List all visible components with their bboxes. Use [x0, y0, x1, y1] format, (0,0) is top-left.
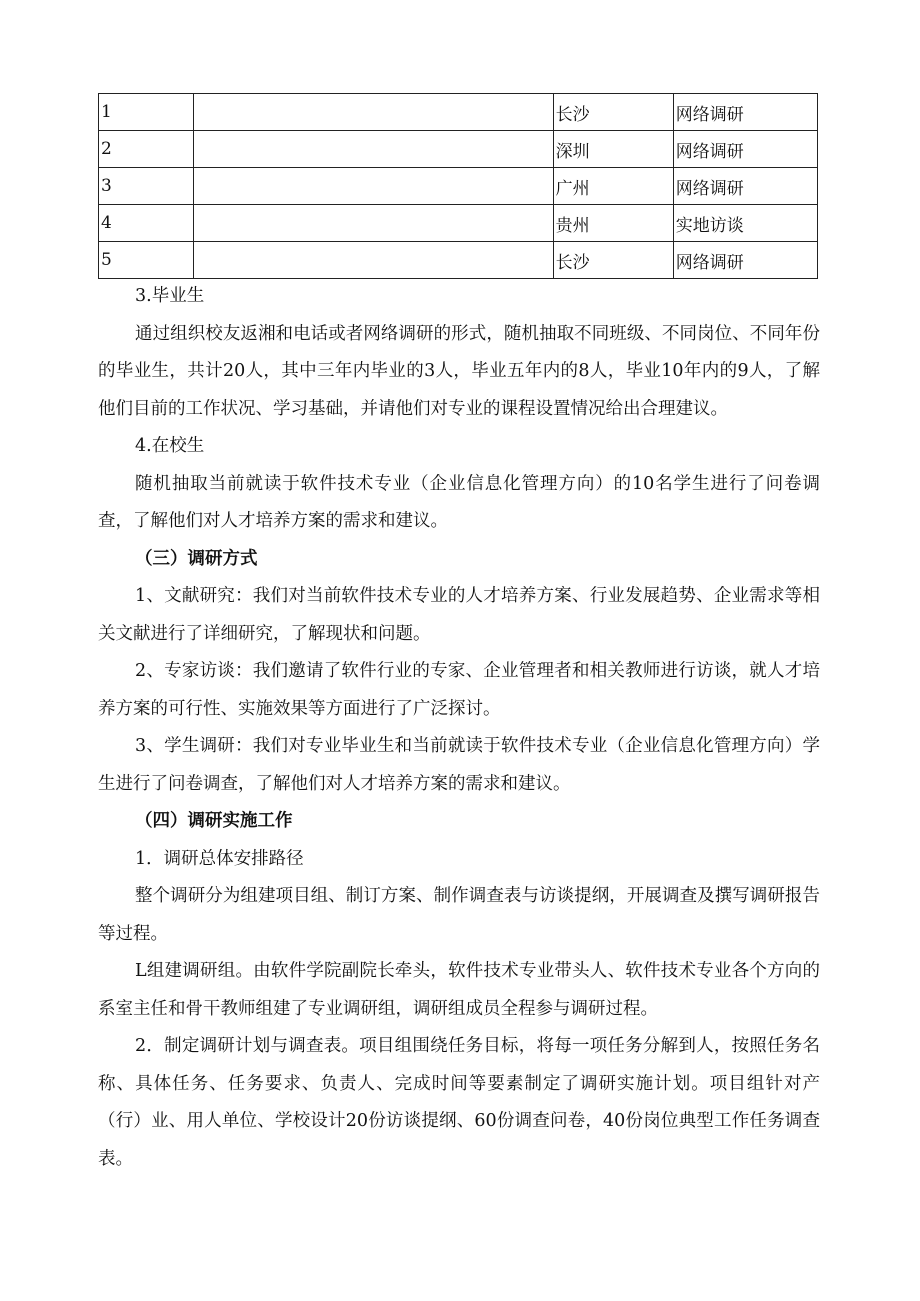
city-cell: 深圳 — [553, 131, 673, 168]
city-cell: 贵州 — [553, 205, 673, 242]
blank-cell — [194, 131, 554, 168]
students-paragraph: 随机抽取当前就读于软件技术专业（企业信息化管理方向）的10名学生进行了问卷调查，了解他们对人才培养方案的需求和建议。 — [98, 473, 820, 531]
method-student-paragraph: 3、学生调研：我们对专业毕业生和当前就读于软件技术专业（企业信息化管理方向）学生进行了问卷调查，了解他们对人才培养方案的需求和建议。 — [98, 736, 820, 794]
method-cell: 网络调研 — [673, 168, 817, 205]
row-number: 5 — [99, 242, 194, 279]
blank-cell — [194, 242, 554, 279]
method-section-heading: （三）调研方式 — [135, 548, 258, 569]
table-row — [99, 131, 818, 168]
survey-table — [98, 93, 818, 279]
graduates-heading: 3.毕业生 — [135, 286, 205, 306]
implementation-team-paragraph: L组建调研组。由软件学院副院长牵头，软件技术专业带头人、软件技术专业各个方向的系室主任和骨干教师组建了专业调研组，调研组成员全程参与调研过程。 — [98, 961, 820, 1019]
city-cell: 广州 — [553, 168, 673, 205]
method-cell: 网络调研 — [673, 131, 817, 168]
implementation-section-heading: （四）调研实施工作 — [135, 811, 293, 831]
blank-cell — [194, 205, 554, 242]
row-number: 2 — [99, 131, 194, 168]
method-literature-paragraph: 1、文献研究：我们对当前软件技术专业的人才培养方案、行业发展趋势、企业需求等相关文献进行了详细研究，了解现状和问题。 — [98, 586, 820, 644]
table-row — [99, 242, 818, 279]
method-cell: 网络调研 — [673, 94, 817, 131]
table-row — [99, 94, 818, 131]
method-cell: 网络调研 — [673, 242, 817, 279]
graduates-paragraph: 通过组织校友返湘和电话或者网络调研的形式，随机抽取不同班级、不同岗位、不同年份的毕业生，共计20人，其中三年内毕业的3人，毕业五年内的8人，毕业10年内的9人，了解他们目前的工作状况、学习基础，并请他们对专业的课程设置情况给出合理建议。 — [98, 323, 820, 419]
row-number: 4 — [99, 205, 194, 242]
students-heading: 4.在校生 — [135, 436, 205, 456]
implementation-plan-paragraph: 2．制定调研计划与调查表。项目组围绕任务目标，将每一项任务分解到人，按照任务名称、具体任务、任务要求、负责人、完成时间等要素制定了调研实施计划。项目组针对产（行）业、用人单位、学校设计20份访谈提纲、60份调查问卷，40份岗位典型工作任务调查表。 — [98, 1036, 820, 1169]
implementation-overview-paragraph: 整个调研分为组建项目组、制订方案、制作调查表与访谈提纲，开展调查及撰写调研报告等过程。 — [98, 886, 820, 944]
city-cell: 长沙 — [553, 94, 673, 131]
row-number: 1 — [99, 94, 194, 131]
document-body — [98, 278, 820, 1178]
row-number: 3 — [99, 168, 194, 205]
table-row — [99, 168, 818, 205]
blank-cell — [194, 168, 554, 205]
method-expert-paragraph: 2、专家访谈：我们邀请了软件行业的专家、企业管理者和相关教师进行访谈，就人才培养方案的可行性、实施效果等方面进行了广泛探讨。 — [98, 661, 820, 719]
implementation-subheading: 1．调研总体安排路径 — [135, 848, 304, 869]
blank-cell — [194, 94, 554, 131]
table-row — [99, 205, 818, 242]
city-cell: 长沙 — [553, 242, 673, 279]
method-cell: 实地访谈 — [673, 205, 817, 242]
